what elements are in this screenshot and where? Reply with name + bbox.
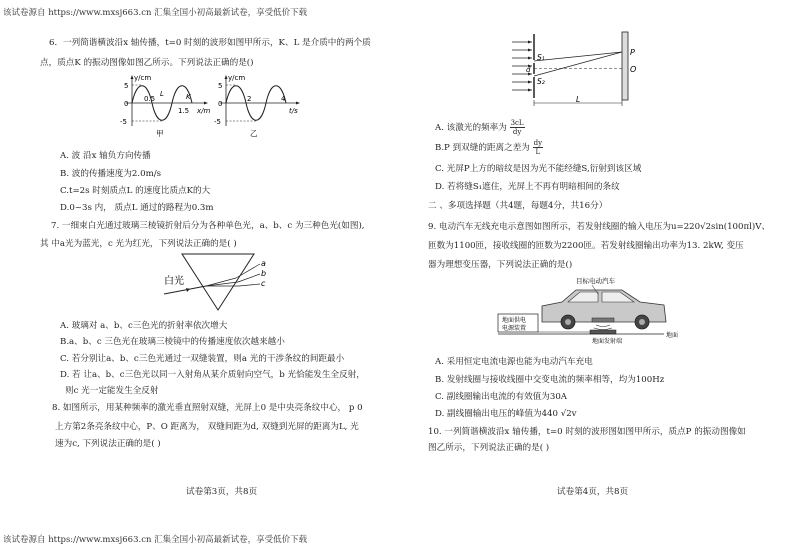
q8-option-b-text: B.P 到双缝的距离之差为 — [435, 143, 530, 153]
power-box-label-1: 地面供电 — [502, 317, 527, 324]
left-page-footer: 试卷第3页，共8页 — [186, 487, 258, 497]
yi-tick-neg5: -5 — [214, 118, 221, 126]
jia-point-L: L — [160, 90, 164, 98]
yi-tick-4: 4 — [281, 95, 286, 103]
q8-option-a — [435, 118, 525, 138]
white-light-label: 白光 — [164, 276, 184, 287]
transmitter-label: 地面发射端 — [592, 338, 623, 344]
slit-d-label: d — [526, 66, 531, 74]
q6-figure-yi — [214, 72, 304, 138]
yi-caption: 乙 — [250, 129, 258, 138]
jia-tick-0: 0 — [124, 100, 129, 108]
right-page-footer: 试卷第4页，共8页 — [557, 487, 629, 497]
ray-c-label: c — [261, 279, 266, 288]
yi-xlabel: t/s — [289, 107, 298, 115]
q6-figure-jia — [120, 72, 210, 138]
q9-option-c: C. 副线圈输出电流的有效值为30A — [435, 392, 567, 402]
q6-option-a: A. 波 沿x 轴负方向传播 — [60, 151, 151, 161]
q6-option-b: B. 波的传播速度为2.0m/s — [60, 169, 162, 179]
q10-line2: 图乙所示，下列说法正确的是( ) — [428, 443, 550, 453]
slit-s2-label: S₂ — [537, 77, 545, 86]
q9-car-charging-figure — [494, 274, 694, 344]
yi-ylabel: y/cm — [228, 74, 246, 82]
screen-o-label: O — [630, 65, 636, 74]
jia-tick-0.5: 0.5 — [144, 95, 156, 103]
q9-option-d: D. 副线圈输出电压的峰值为440 √2v — [435, 409, 577, 419]
q8-line3: 速为c, 下列说法正确的是( ) — [55, 439, 161, 449]
q9-option-b: B. 发射线圈与接收线圈中交变电流的频率相等，均为100Hz — [435, 375, 665, 385]
q8-line1: 8. 如图所示，用某种频率的激光垂直照射双缝，光屏上0 是中央亮条纹中心， p 0 — [52, 403, 363, 413]
jia-tick-neg5: -5 — [120, 118, 127, 126]
q8-option-b — [435, 138, 543, 158]
power-box-label-2: 电源装置 — [502, 325, 527, 332]
ray-b-label: b — [261, 269, 267, 278]
q8-option-d: D. 若将缝S₁遮住，光屏上不再有明暗相间的条纹 — [435, 182, 620, 192]
jia-tick-5: 5 — [124, 82, 129, 90]
q8-option-a-fraction: $\frac{3cL}{dy}$ — [510, 119, 524, 136]
page-footer: 该试卷源自 https://www.mxsj663.cn 汇集全国小初高最新试卷，享受低价下载 — [3, 535, 308, 545]
section-2-heading: 二 、多项选择题（共4题，每题4分，共16分） — [428, 201, 608, 211]
q9-line3: 器为理想变压器，下列说法正确的是() — [428, 260, 573, 270]
q8-option-a-text: A. 该激光的频率为 — [435, 123, 507, 133]
q6-option-c: C.t=2s 时刻质点L 的速度比质点K的大 — [60, 186, 211, 196]
q6-option-d: D.0~3s 内， 质点L 通过的路程为0.3m — [60, 203, 214, 213]
q9-option-a: A. 采用恒定电流电源也能为电动汽车充电 — [435, 357, 593, 367]
q10-line1: 10. 一列简谐横波沿x 轴传播，t=0 时刻的波形图如图甲所示，质点P 的振动图像如 — [428, 427, 746, 437]
q7-option-d-line2: 则c 光一定能发生全反射 — [65, 386, 159, 396]
jia-tick-1.5: 1.5 — [178, 107, 190, 115]
jia-point-K: K — [186, 93, 191, 101]
yi-tick-2: 2 — [247, 95, 252, 103]
distance-l-label: L — [576, 95, 581, 104]
q7-option-d-line1: D. 若 让a、b、c三色光以同一入射角从某介质射向空气，b 光恰能发生全反射， — [60, 370, 365, 380]
q6-line2: 点，质点K 的振动图像如图乙所示。下列说法正确的是() — [40, 58, 254, 68]
yi-tick-5: 5 — [218, 82, 223, 90]
screen-p-label: P — [630, 48, 635, 57]
q7-line1: 7. 一细束白光通过玻璃三棱镜折射后分为各种单色光，a、b、c 为三种色光(如图), — [51, 221, 365, 231]
q8-line2: 上方第2条亮条纹中心，P、O 距离为， 双缝间距为d, 双缝到光屏的距离为L, 光 — [55, 422, 359, 432]
q6-line1: 6．一列简谐横波沿x 轴传播，t=0 时刻的波形如图甲所示，K、L 是介质中的两个质 — [49, 38, 371, 48]
q7-option-b: B.a、b、c 三色光在玻璃三棱镜中的传播速度依次越来越小 — [60, 337, 285, 347]
jia-xlabel: x/m — [197, 107, 210, 115]
ray-a-label: a — [261, 259, 266, 268]
jia-caption: 甲 — [156, 129, 164, 138]
q8-double-slit-figure — [510, 30, 636, 110]
q7-option-c: C. 若分别让a、b、c三色光通过一双缝装置，则a 光的干涉条纹的间距最小 — [60, 354, 345, 364]
q7-prism-figure — [162, 252, 272, 314]
q7-line2: 其 中a光为蓝光，c 光为红光，下列说法正确的是( ) — [40, 239, 237, 249]
yi-tick-0: 0 — [218, 100, 223, 108]
q9-line1: 9. 电动汽车无线充电示意图如图所示，若发射线圈的输入电压为u=220√2sin(100πl)V、 — [428, 222, 771, 232]
jia-ylabel: y/cm — [134, 74, 152, 82]
ground-label: 地面 — [666, 332, 679, 339]
slit-s1-label: S₁ — [537, 53, 545, 62]
q8-option-b-fraction: $\frac{dy}{L}$ — [533, 139, 543, 156]
q9-line2: 匝数为1100匝，接收线圈的匝数为2200匝。若发射线圈输出功率为13. 2kW, 变压 — [428, 241, 744, 251]
q8-option-c: C. 光屏P上方的暗纹是因为光不能经缝S,衍射到该区域 — [435, 164, 642, 174]
q7-option-a: A. 玻璃对 a、b、c三色光的折射率依次增大 — [60, 321, 228, 331]
car-label: 目标电动汽车 — [576, 277, 615, 285]
page-header: 该试卷源自 https://www.mxsj663.cn 汇集全国小初高最新试卷，享受低价下载 — [3, 8, 308, 18]
